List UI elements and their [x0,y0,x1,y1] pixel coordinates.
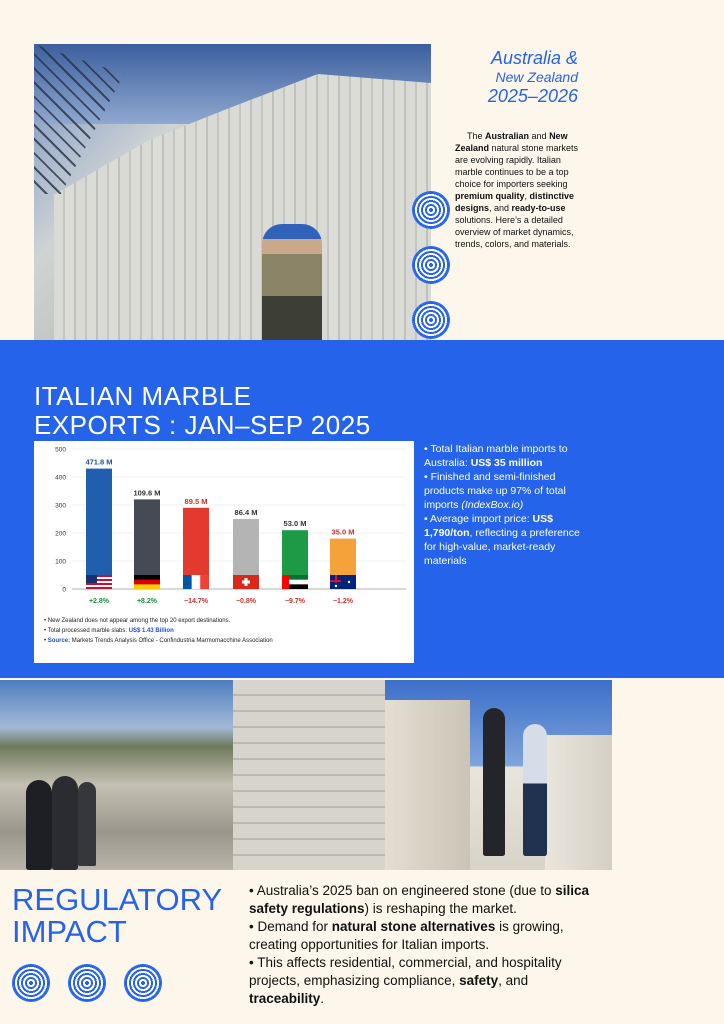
change-label: −14.7% [184,598,208,605]
data-label: 53.0 M [283,519,307,529]
regulatory-point-3: • This affects residential, commercial, and hospitality projects, emphasizing compliance, safety, and traceability. [249,955,562,1006]
data-label: 471.8 M [85,457,113,467]
regulatory-point-2: • Demand for natural stone alternatives is growing, creating opportunities for Italian imports. [249,919,564,952]
regulatory-heading-line-1: REGULATORY [12,882,223,917]
y-tick-label: 500 [55,446,66,454]
chart-note-2: • Total processed marble slabs: US$ 1.43 Billion [44,628,174,634]
title-line-1: Australia & [490,48,578,68]
france-flag-icon [183,575,209,589]
exports-bar-chart [34,441,414,616]
switzerland-flag-icon [233,575,259,589]
change-label: +2.8% [88,598,110,605]
change-label: −1.2% [332,598,354,605]
exports-heading-line-1: ITALIAN MARBLE [34,381,252,411]
fact-finished-products: • Finished and semi-finished products make up 97% of total imports (IndexBox.io) [424,471,566,511]
exports-heading-line-2: EXPORTS : JAN–SEP 2025 [34,410,371,440]
y-tick-label: 300 [55,502,66,510]
y-tick-label: 200 [55,530,66,538]
chart-note-1: • New Zealand does not appear among the top 20 export destinations. [44,618,231,624]
chart-note-3: • Source: Markets Trends Analysis Office - Confindustria Marmomacchine Association [44,638,273,644]
regulatory-point-1: • Australia’s 2025 ban on engineered stone (due to silica safety regulations) is reshaping the market. [249,883,589,916]
spiral-ornament-icon [412,246,450,284]
title-line-3: 2025–2026 [487,86,578,106]
change-label: +8.2% [136,598,158,605]
fact-average-price: • Average import price: US$ 1,790/ton, reflecting a preference for high-value, market-ready materials [424,513,580,567]
intro-paragraph: The Australian and New Zealand natural stone markets are evolving rapidly. Italian marble continues to be a top choice for importers seeking premium quality, distinctive designs, and ready-to-use solutions. Here’s a detailed overview of market dynamics, trends, colors, and materials. [455,131,579,249]
spiral-ornament-icon [124,964,162,1002]
change-label: −0.8% [235,598,257,605]
marble-block-visitors-photo [385,680,612,870]
y-tick-label: 100 [55,558,66,566]
regulatory-heading-line-2: IMPACT [12,914,127,949]
page-title [448,48,578,106]
quarry-worker-photo [34,44,431,376]
change-label: −9.7% [284,598,306,605]
germany-flag-icon [134,575,160,589]
facts-list [424,442,584,568]
us-flag-icon [86,575,112,589]
y-tick-label: 400 [55,474,66,482]
data-label: 35.0 M [331,527,355,537]
title-line-2: New Zealand [495,69,578,85]
exports-chart-card [34,441,414,663]
regulatory-body [249,882,599,1008]
y-tick-label: 0 [62,586,66,594]
fact-total-imports: • Total Italian marble imports to Australia: US$ 35 million [424,443,568,469]
quarry-blocks-photo [233,680,385,870]
regulatory-heading [12,884,242,948]
spiral-ornament-icon [68,964,106,1002]
quarry-visitors-photo [0,680,233,870]
exports-heading [34,382,454,440]
spiral-ornament-icon [412,301,450,339]
spiral-ornament-icon [12,964,50,1002]
spiral-ornament-icon [412,191,450,229]
australia-flag-icon [330,575,356,589]
data-label: 89.5 M [184,496,208,506]
uae-flag-icon [282,575,308,589]
chart-notes [44,616,404,646]
data-label: 86.4 M [234,508,258,517]
data-label: 109.6 M [133,488,161,498]
bar-united-states [86,469,112,589]
